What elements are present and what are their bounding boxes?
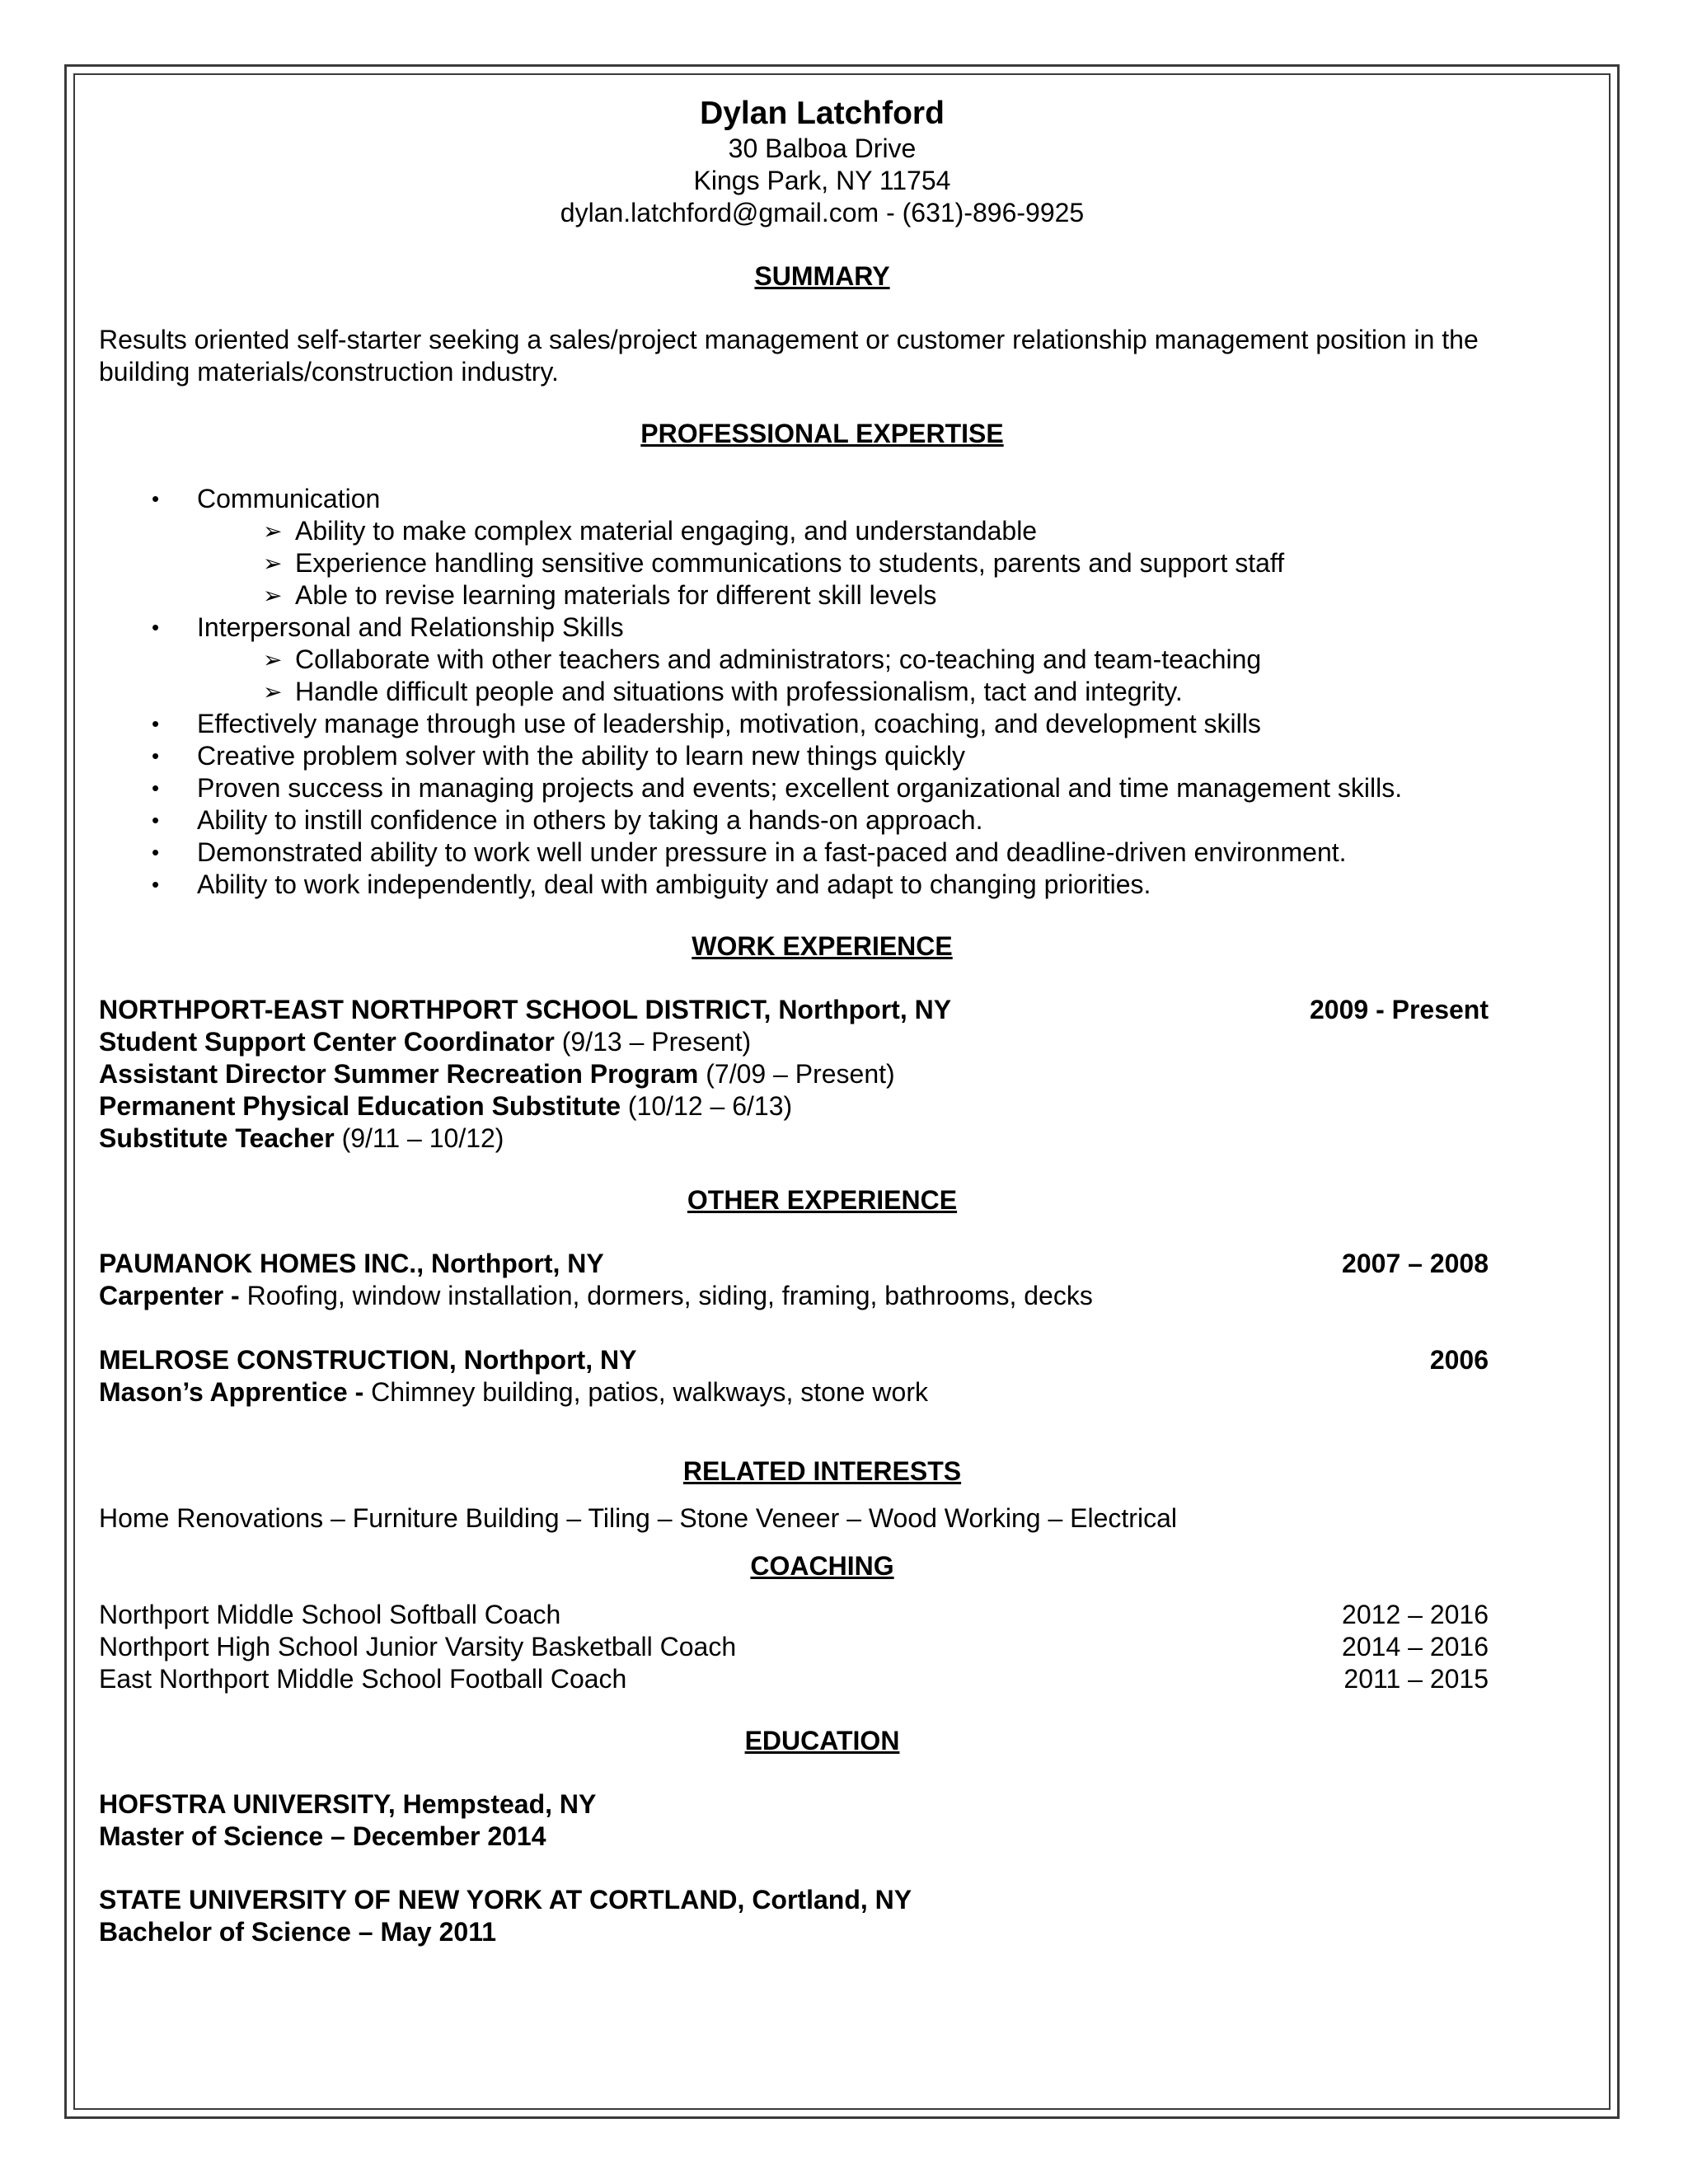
work-role: Assistant Director Summer Recreation Program (7/09 – Present)	[99, 1059, 895, 1089]
coaching-row: Northport Middle School Softball Coach 2012 – 2016	[99, 1600, 1489, 1629]
bullet-icon: •	[152, 840, 160, 865]
list-item: • Communication ➢ Ability to make complex material engaging, and understandable ➢ Experience handling sensitive communications to students, parents and support staff ➢ Able to revise learning materials for different skill levels	[99, 483, 1545, 612]
education-degree: Master of Science – December 2014	[99, 1821, 546, 1851]
sub-list	[197, 515, 1545, 612]
work-role: Permanent Physical Education Substitute (10/12 – 6/13)	[99, 1091, 793, 1121]
work-employer-row	[99, 994, 1489, 1026]
coaching-heading: COACHING	[750, 1551, 894, 1581]
other-role: Mason’s Apprentice - Chimney building, patios, walkways, stone work	[99, 1377, 928, 1407]
coaching-row: Northport High School Junior Varsity Basketball Coach 2014 – 2016	[99, 1632, 1489, 1661]
education-school: HOFSTRA UNIVERSITY, Hempstead, NY	[99, 1789, 597, 1819]
arrow-bullet-icon: ➢	[263, 518, 283, 544]
expertise-heading: PROFESSIONAL EXPERTISE	[640, 419, 1004, 448]
bullet-icon: •	[152, 486, 160, 511]
work-employer: NORTHPORT-EAST NORTHPORT SCHOOL DISTRICT, Northport, NY	[99, 995, 952, 1024]
summary-heading: SUMMARY	[754, 261, 890, 291]
sub-list-item: ➢ Handle difficult people and situations with professionalism, tact and integrity.	[263, 677, 1183, 706]
work-role: Student Support Center Coordinator (9/13 – Present)	[99, 1027, 752, 1057]
list-item: • Proven success in managing projects and events; excellent organizational and time management skills.	[152, 773, 1403, 803]
address-line-1: 30 Balboa Drive	[728, 134, 917, 163]
other-role: Carpenter - Roofing, window installation, dormers, siding, framing, bathrooms, decks	[99, 1281, 1093, 1310]
bullet-icon: •	[152, 615, 160, 640]
work-dates: 2009 - Present	[1309, 995, 1489, 1024]
coaching-row: East Northport Middle School Football Coach 2011 – 2015	[99, 1664, 1489, 1694]
bullet-icon: •	[152, 776, 160, 800]
education-heading: EDUCATION	[744, 1726, 900, 1755]
sub-list-item: ➢ Experience handling sensitive communications to students, parents and support staff	[263, 548, 1285, 578]
resume-header	[99, 95, 1545, 229]
other-dates: 2007 – 2008	[1342, 1249, 1489, 1278]
candidate-name: Dylan Latchford	[700, 96, 945, 131]
summary-text: Results oriented self-starter seeking a sales/project management or customer relationship management position in the building materials/construction industry.	[99, 325, 1479, 387]
other-employer-row	[99, 1344, 1489, 1376]
bullet-icon: •	[152, 711, 160, 736]
bullet-icon: •	[152, 808, 160, 832]
sub-list-item: ➢ Ability to make complex material engaging, and understandable	[263, 516, 1038, 546]
bullet-icon: •	[152, 743, 160, 768]
other-employer: MELROSE CONSTRUCTION, Northport, NY	[99, 1345, 637, 1375]
arrow-bullet-icon: ➢	[263, 679, 283, 705]
other-employer-row	[99, 1248, 1489, 1280]
list-item: • Demonstrated ability to work well under pressure in a fast-paced and deadline-driven environment.	[152, 837, 1347, 867]
address-line-2: Kings Park, NY 11754	[693, 166, 951, 195]
contact-line: dylan.latchford@gmail.com - (631)-896-9925	[560, 198, 1085, 227]
list-item: • Effectively manage through use of leadership, motivation, coaching, and development skills	[152, 709, 1261, 738]
other-employer: PAUMANOK HOMES INC., Northport, NY	[99, 1249, 604, 1278]
other-dates: 2006	[1429, 1345, 1489, 1375]
list-item: • Creative problem solver with the ability to learn new things quickly	[152, 741, 965, 771]
sub-list-item: ➢ Able to revise learning materials for different skill levels	[263, 580, 937, 610]
sub-list-item: ➢ Collaborate with other teachers and administrators; co-teaching and team-teaching	[263, 644, 1262, 674]
bullet-icon: •	[152, 872, 160, 897]
arrow-bullet-icon: ➢	[263, 647, 283, 673]
list-item: • Ability to work independently, deal with ambiguity and adapt to changing priorities.	[152, 869, 1151, 899]
education-degree: Bachelor of Science – May 2011	[99, 1917, 497, 1947]
arrow-bullet-icon: ➢	[263, 551, 283, 576]
interests-heading: RELATED INTERESTS	[682, 1456, 962, 1486]
other-heading: OTHER EXPERIENCE	[687, 1185, 958, 1215]
work-role: Substitute Teacher (9/11 – 10/12)	[99, 1123, 504, 1153]
education-school: STATE UNIVERSITY OF NEW YORK AT CORTLAND, Cortland, NY	[99, 1885, 912, 1915]
sub-list	[197, 644, 1545, 708]
resume	[99, 95, 1545, 1948]
work-heading: WORK EXPERIENCE	[692, 931, 953, 961]
arrow-bullet-icon: ➢	[263, 583, 283, 608]
expertise-list	[99, 483, 1545, 901]
list-item: • Interpersonal and Relationship Skills ➢ Collaborate with other teachers and administrators; co-teaching and team-teaching ➢ Handle difficult people and situations with professionalism, tact and integrity.	[99, 612, 1545, 708]
list-item: • Ability to instill confidence in others by taking a hands-on approach.	[152, 805, 983, 835]
interests-text: Home Renovations – Furniture Building – Tiling – Stone Veneer – Wood Working – Electrical	[99, 1503, 1177, 1533]
